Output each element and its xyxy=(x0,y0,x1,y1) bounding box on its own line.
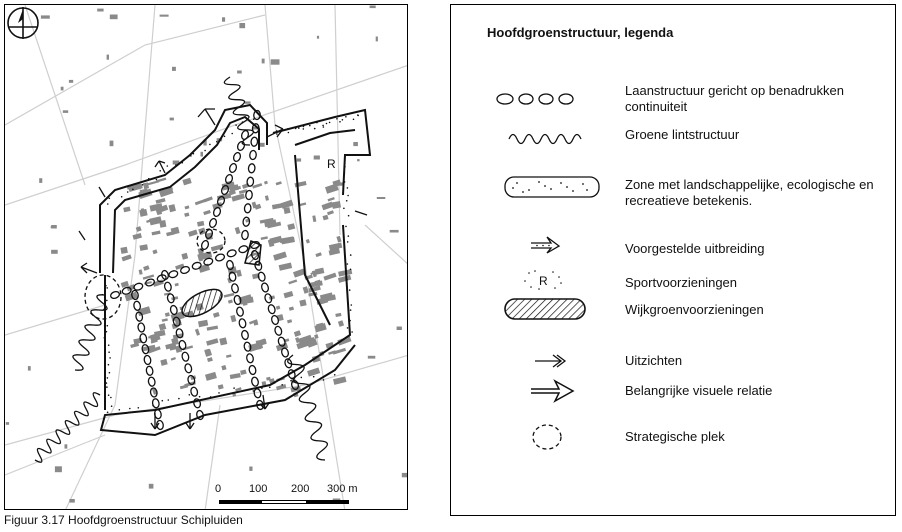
scale-label-300: 300 m xyxy=(327,483,358,495)
sport-marker: R xyxy=(327,157,336,171)
neighbourhood-greens xyxy=(178,241,261,322)
proposed-extension-arrow-icon xyxy=(495,229,605,265)
map-drawing xyxy=(5,5,408,510)
strategic-spot-marker xyxy=(85,275,121,319)
scale-bar-strip xyxy=(219,500,349,504)
strategic-spot-icon xyxy=(495,419,605,455)
figure-caption: Figuur 3.17 Hoofdgroenstructuur Schipluiden xyxy=(4,513,243,527)
legend-label-views: Uitzichten xyxy=(625,353,683,368)
legend-label-visual-relation: Belangrijke visuele relatie xyxy=(625,383,773,398)
legend-label-strategic: Strategische plek xyxy=(625,429,725,444)
scale-bar xyxy=(213,483,363,507)
sport-symbol-letter: R xyxy=(539,274,548,288)
scale-label-100: 100 xyxy=(249,483,268,495)
map-panel xyxy=(4,4,408,510)
scale-label-200: 200 xyxy=(291,483,310,495)
strategic-spot-marker xyxy=(197,229,225,253)
visual-relation-arrow-icon xyxy=(495,373,605,409)
legend-label-lanes: Laanstructuur gericht op benadrukken continuiteit xyxy=(625,83,844,114)
legend-label-neighbourhood-green: Wijkgroenvoorzieningen xyxy=(625,302,764,317)
scale-label-0: 0 xyxy=(215,483,222,495)
tree-lane-ovals-icon xyxy=(495,79,605,115)
neighbourhood-green-icon xyxy=(495,293,605,329)
legend-label-ribbon: Groene lintstructuur xyxy=(625,127,740,142)
landscape-zone-icon xyxy=(495,171,605,207)
legend-title: Hoofdgroenstructuur, legenda xyxy=(487,25,674,40)
legend-label-zone: Zone met landschappelijke, ecologische en recreatieve betekenis. xyxy=(625,177,874,208)
legend-panel xyxy=(450,4,896,516)
north-arrow-icon xyxy=(5,5,41,41)
legend-label-sport: Sportvoorzieningen xyxy=(625,275,738,290)
legend-label-extension: Voorgestelde uitbreiding xyxy=(625,241,765,256)
green-ribbon-wave-icon xyxy=(495,121,605,157)
